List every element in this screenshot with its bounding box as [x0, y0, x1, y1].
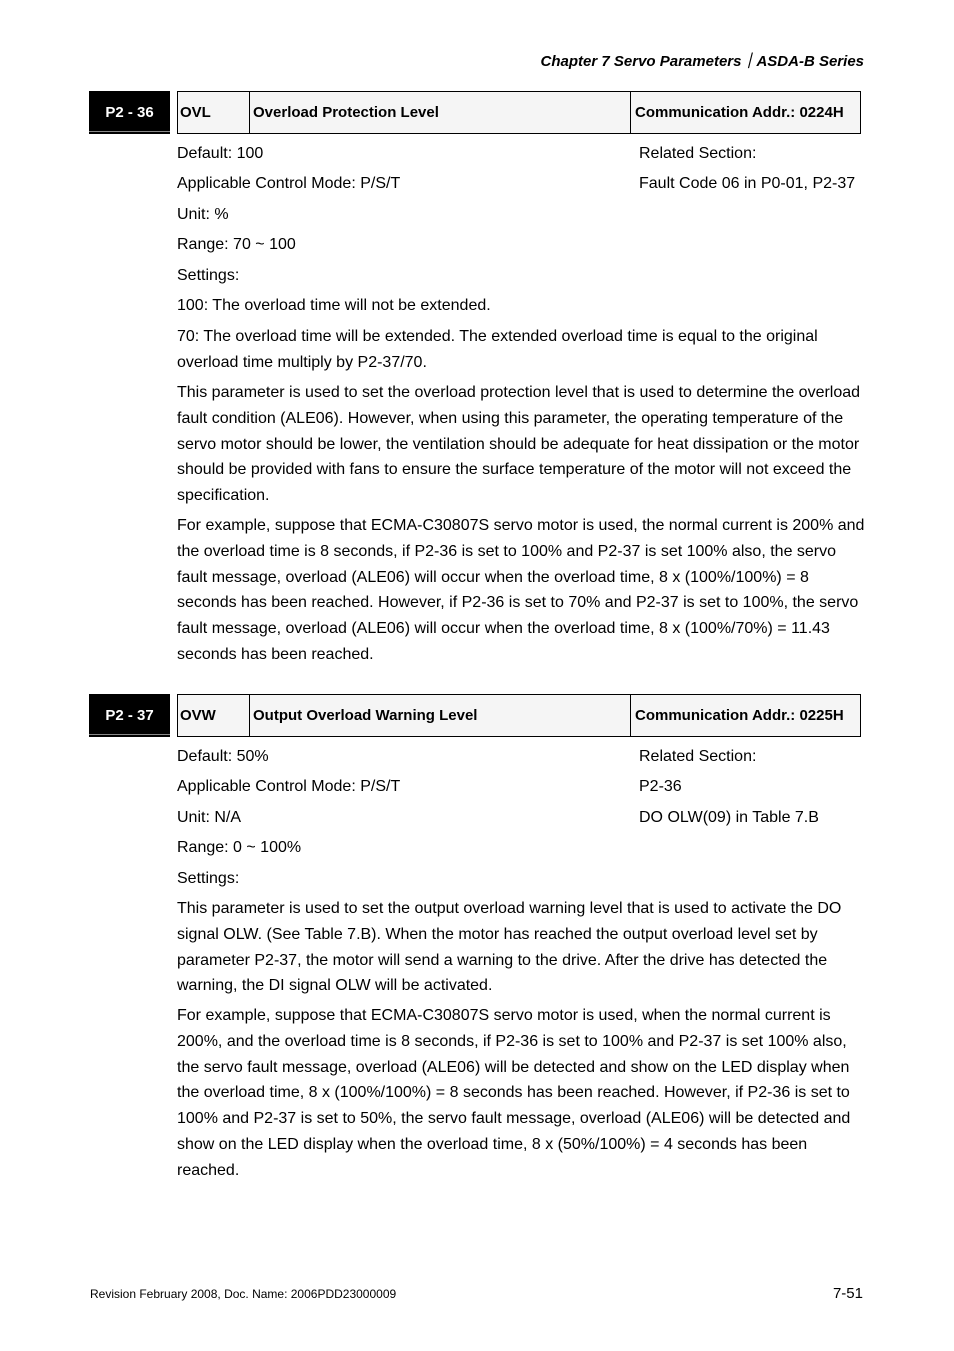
param-control-mode: Applicable Control Mode: P/S/T: [177, 778, 401, 795]
page-header: Chapter 7 Servo Parameters｜ASDA-B Series: [540, 53, 864, 70]
example-paragraph: For example, suppose that ECMA-C30807S servo motor is used, the normal current is 200% and the overload time is 8 seconds, if P2-36 is set to 100% and P2-37 is set 100% also, the servo fault message, overload (ALE06) will occur when the overload time, 8 x (100%/100%) = 8 seconds has been reached. However, if P2-36 is set to 70% and P2-37 is set to 100%, the servo fault message, overload (ALE06) will occur when the overload time, 8 x (100%/70%) = 11.43 seconds has been reached.: [177, 517, 865, 663]
related-section-label: Related Section:: [639, 748, 757, 765]
param-control-mode: Applicable Control Mode: P/S/T: [177, 175, 401, 192]
param-range: Range: 70 ~ 100: [177, 236, 296, 253]
setting-option-70: 70: The overload time will be extended. The extended overload time is equal to the original overload time multiply by P2-37/70.: [177, 328, 818, 371]
param-info-box: [177, 694, 861, 737]
related-section-value: Fault Code 06 in P0-01, P2-37: [639, 175, 856, 192]
param-id-badge: P2 - 36: [89, 91, 170, 134]
param-comm-address: Communication Addr.: 0224H: [635, 104, 844, 121]
param-unit: Unit: %: [177, 206, 229, 223]
param-range: Range: 0 ~ 100%: [177, 839, 302, 856]
param-name: Overload Protection Level: [250, 92, 631, 133]
param-settings-label: Settings:: [177, 267, 240, 284]
param-abbreviation: OVW: [178, 695, 250, 736]
related-section-label: Related Section:: [639, 145, 757, 162]
param-unit: Unit: N/A: [177, 809, 242, 826]
related-section-value: DO OLW(09) in Table 7.B: [639, 809, 819, 826]
param-name: Output Overload Warning Level: [250, 695, 631, 736]
param-info-box: [177, 91, 861, 134]
param-abbreviation: OVL: [178, 92, 250, 133]
description-paragraph: This parameter is used to set the overload protection level that is used to determine the overload fault condition (ALE06). However, when using this parameter, the operating temperature of the servo motor should be lower, the ventilation should be adequate for heat dissipation or the motor should be provided with fans to ensure the surface temperature of the motor will not exceed the specification.: [177, 384, 861, 505]
param-settings-label: Settings:: [177, 870, 240, 887]
footer-revision: Revision February 2008, Doc. Name: 2006PDD23000009: [90, 1287, 397, 1301]
param-header-p2-36: [89, 91, 861, 134]
page-number: 7-51: [832, 1285, 863, 1302]
param-default: Default: 100: [177, 145, 264, 162]
related-section-value: P2-36: [639, 778, 682, 795]
example-paragraph: For example, suppose that ECMA-C30807S servo motor is used, when the normal current is 200%, and the overload time is 8 seconds, if P2-36 is set to 100% and P2-37 is set 100% also, the servo fault message, overload (ALE06) will be detected and show on the LED display when the overload time, 8 x (100%/100%) = 8 seconds has been reached. However, if P2-36 is set to 100% and P2-37 is set to 50%, the servo fault message, overload (ALE06) will be detected and show on the LED display when the overload time, 8 x (50%/100%) = 4 seconds has been reached.: [177, 1007, 851, 1179]
param-default: Default: 50%: [177, 748, 269, 765]
setting-option-100: 100: The overload time will not be extended.: [177, 297, 491, 314]
param-header-p2-37: [89, 694, 861, 737]
param-comm-address: Communication Addr.: 0225H: [635, 707, 844, 724]
param-id-badge: P2 - 37: [89, 694, 170, 737]
description-paragraph: This parameter is used to set the output overload warning level that is used to activate the DO signal OLW. (See Table 7.B). When the motor has reached the output overload level set by parameter P2-37, the motor will send a warning to the drive. After the drive has detected the warning, the DI signal OLW will be activated.: [177, 900, 842, 995]
